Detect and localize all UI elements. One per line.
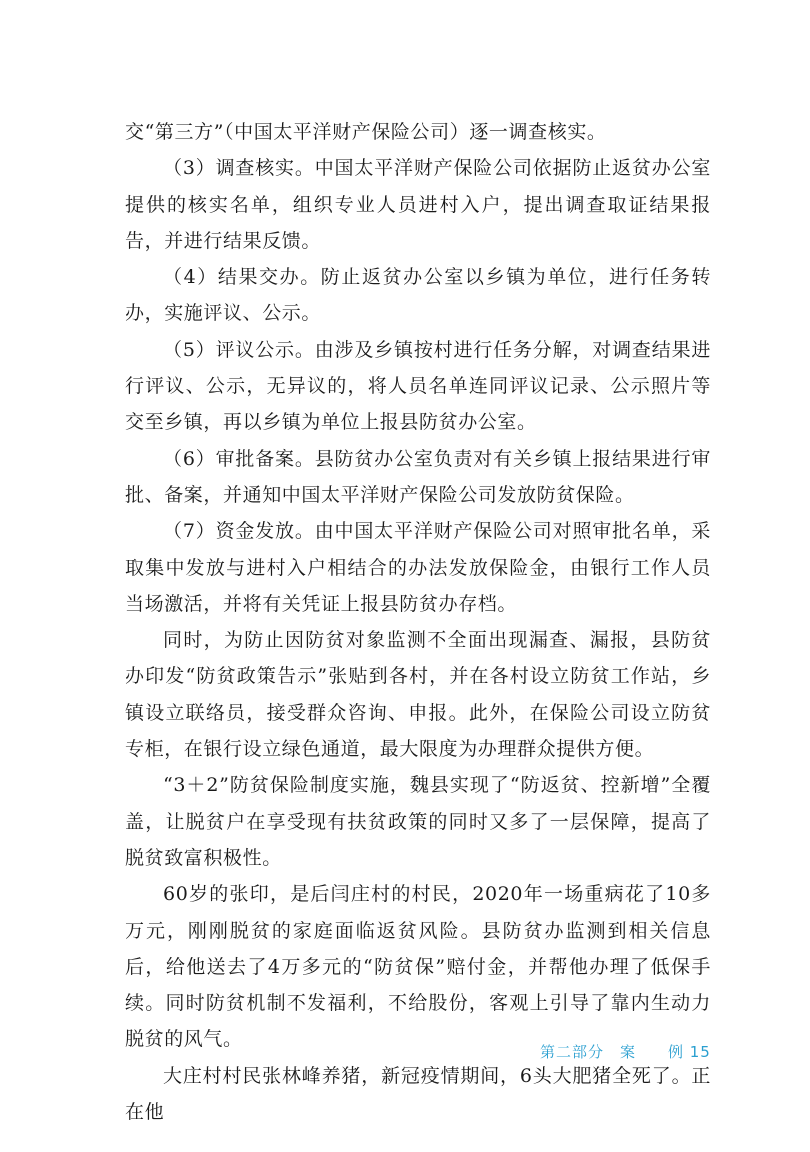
page-footer: 第二部分 案 例 15 — [540, 1043, 711, 1061]
paragraph-monitoring: 同时，为防止因防贫对象监测不全面出现漏查、漏报，县防贫办印发“防贫政策告示”张贴到各村，并在各村设立防贫工作站，乡镇设立联络员，接受群众咨询、申报。此外，在保险公司设立防贫专柜，在银行设立绿色通道，最大限度为办理群众提供方便。 — [125, 629, 711, 761]
paragraph-step-7: （7）资金发放。由中国太平洋财产保险公司对照审批名单，采取集中发放与进村入户相结合的办法发放保险金，由银行工作人员当场激活，并将有关凭证上报县防贫办存档。 — [125, 520, 711, 615]
body-text — [125, 114, 711, 1130]
paragraph-3plus2: “3＋2”防贫保险制度实施，魏县实现了“防返贫、控新增”全覆盖，让脱贫户在享受现有扶贫政策的同时又多了一层保障，提高了脱贫致富积极性。 — [125, 774, 711, 869]
paragraph-step-3: （3）调查核实。中国太平洋财产保险公司依据防止返贫办公室提供的核实名单，组织专业人员进村入户，提出调查取证结果报告，并进行结果反馈。 — [125, 157, 711, 252]
paragraph-step-6: （6）审批备案。县防贫办公室负责对有关乡镇上报结果进行审批、备案，并通知中国太平洋财产保险公司发放防贫保险。 — [125, 447, 711, 506]
paragraph-step-4: （4）结果交办。防止返贫办公室以乡镇为单位，进行任务转办，实施评议、公示。 — [125, 266, 711, 325]
paragraph-zhang-yin: 60岁的张印，是后闫庄村的村民，2020年一场重病花了10多万元，刚刚脱贫的家庭面临返贫风险。县防贫办监测到相关信息后，给他送去了4万多元的“防贫保”赔付金，并帮他办理了低保手续。同时防贫机制不发福利，不给股份，客观上引导了靠内生动力脱贫的风气。 — [125, 883, 711, 1051]
paragraph-zhang-linfeng: 大庄村村民张林峰养猪，新冠疫情期间，6头大肥猪全死了。正在他 — [125, 1064, 711, 1124]
paragraph-0: 交“第三方”（中国太平洋财产保险公司）逐一调查核实。 — [125, 121, 607, 143]
paragraph-step-5: （5）评议公示。由涉及乡镇按村进行任务分解，对调查结果进行评议、公示，无异议的，将人员名单连同评议记录、公示照片等交至乡镇，再以乡镇为单位上报县防贫办公室。 — [125, 338, 711, 434]
